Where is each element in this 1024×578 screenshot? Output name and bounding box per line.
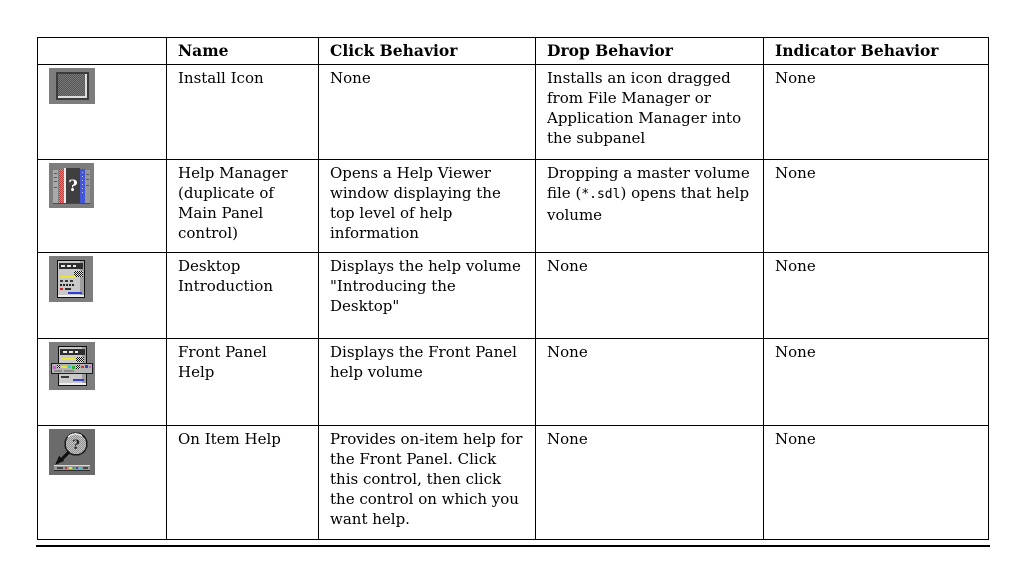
header-row bbox=[38, 38, 989, 65]
column-header-indicator-behavior: Indicator Behavior bbox=[764, 38, 989, 65]
svg-text:?: ? bbox=[72, 438, 80, 453]
column-header-name: Name bbox=[167, 38, 319, 65]
cell-click-behavior: Displays the Front Panel help volume bbox=[319, 339, 536, 426]
cell-click-behavior: Displays the help volume "Introducing the Desktop" bbox=[319, 253, 536, 339]
icon-cell bbox=[38, 65, 167, 160]
table-row-install-icon bbox=[38, 65, 989, 160]
cell-indicator-behavior: None bbox=[764, 253, 989, 339]
cell-click-behavior: None bbox=[319, 65, 536, 160]
cell-indicator-behavior: None bbox=[764, 65, 989, 160]
table-row-help-manager bbox=[38, 160, 989, 253]
drop-text-suffix: ) opens that help volume bbox=[547, 184, 750, 224]
cell-drop-behavior: Installs an icon dragged from File Manager or Application Manager into the subpanel bbox=[536, 65, 764, 160]
desktop-introduction-icon bbox=[49, 256, 93, 302]
icon-cell bbox=[38, 339, 167, 426]
on-item-help-icon bbox=[49, 429, 95, 475]
column-header-drop-behavior: Drop Behavior bbox=[536, 38, 764, 65]
table-row-front-panel-help bbox=[38, 339, 989, 426]
file-pattern-code: *.sdl bbox=[581, 187, 621, 202]
cell-drop-behavior: None bbox=[536, 426, 764, 540]
cell-drop-behavior: None bbox=[536, 253, 764, 339]
table-row-on-item-help bbox=[38, 426, 989, 540]
cell-name: On Item Help bbox=[167, 426, 319, 540]
icon-cell bbox=[38, 426, 167, 540]
column-header-icon bbox=[38, 38, 167, 65]
cell-name: Install Icon bbox=[167, 65, 319, 160]
cell-indicator-behavior: None bbox=[764, 339, 989, 426]
help-manager-icon bbox=[49, 163, 94, 208]
cell-drop-behavior: None bbox=[536, 339, 764, 426]
cell-drop-behavior bbox=[536, 160, 764, 253]
front-panel-help-icon bbox=[49, 342, 95, 390]
table-row-desktop-introduction bbox=[38, 253, 989, 339]
svg-text:?: ? bbox=[68, 176, 78, 195]
cell-name: Desktop Introduction bbox=[167, 253, 319, 339]
table-bottom-rule bbox=[36, 545, 990, 547]
cell-name: Help Manager (duplicate of Main Panel control) bbox=[167, 160, 319, 253]
icon-cell bbox=[38, 253, 167, 339]
controls-table bbox=[37, 37, 989, 540]
column-header-click-behavior: Click Behavior bbox=[319, 38, 536, 65]
cell-name: Front Panel Help bbox=[167, 339, 319, 426]
install-icon bbox=[49, 68, 95, 104]
cell-click-behavior: Opens a Help Viewer window displaying the top level of help information bbox=[319, 160, 536, 253]
cell-indicator-behavior: None bbox=[764, 426, 989, 540]
drop-text-prefix: Dropping a master volume file ( bbox=[547, 164, 750, 202]
cell-indicator-behavior: None bbox=[764, 160, 989, 253]
cell-click-behavior: Provides on-item help for the Front Panel. Click this control, then click the control on which you want help. bbox=[319, 426, 536, 540]
icon-cell bbox=[38, 160, 167, 253]
